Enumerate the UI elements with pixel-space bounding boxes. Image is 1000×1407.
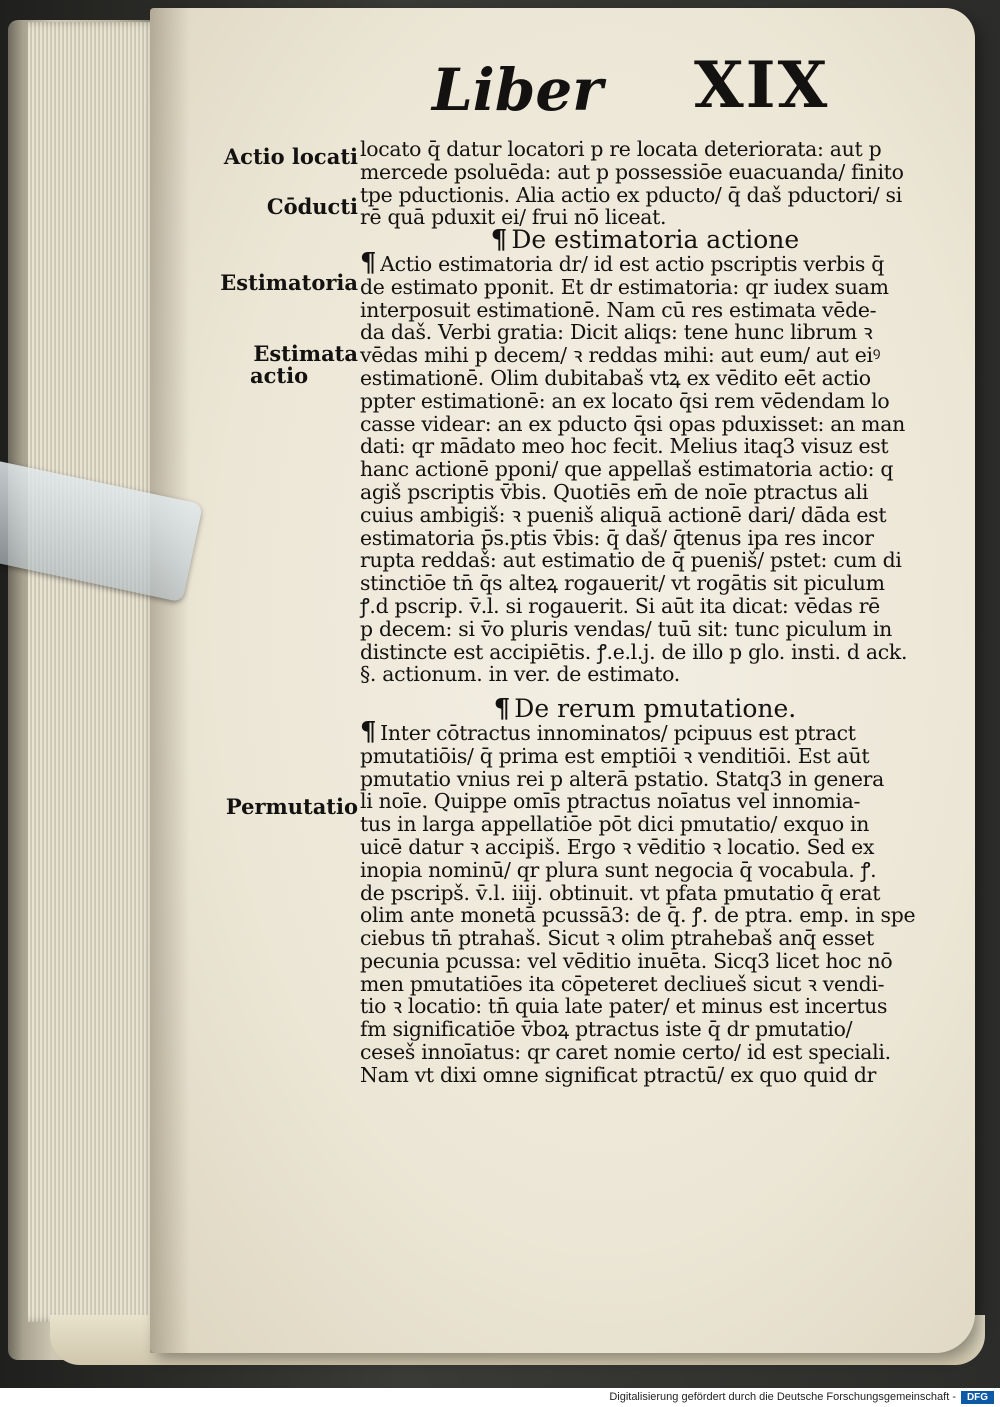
text-line: Nam vt dixi omne significat ptractū/ ex quo quid dr [360, 1062, 877, 1087]
text-line-content: Actio estimatoria dr/ id est actio pscriptis verbis q̄ [380, 251, 885, 276]
margin-note: Permutatio [225, 794, 358, 819]
text-line: de pscripš. v̄.l. iiij. obtinuit. vt pfata pmutatio q̄ erat [360, 880, 881, 905]
text-line: tpe pductionis. Alia actio ex pducto/ q̄ daš pductori/ si [360, 182, 902, 207]
dfg-logo: DFG [961, 1391, 994, 1404]
text-line: estimationē. Olim dubitabaš vtꝝ ex vēdito eēt actio [360, 365, 871, 390]
section-heading-text: De estimatoria actione [511, 225, 800, 255]
text-line [360, 716, 918, 747]
text-line: fm significatiōe v̄boꝝ ptractus iste q̄ dr pmutatio/ [360, 1017, 853, 1042]
funding-credit: Digitalisierung gefördert durch die Deutsche Forschungsgemeinschaft - [609, 1391, 956, 1403]
text-line: mercede psoluēda: aut p possessiōe euacuanda/ finito [360, 159, 904, 184]
text-line: distincte est accipiētis. ꝭ.e.l.j. de illo p glo. insti. d ack. [360, 639, 908, 664]
text-line: p decem: si v̄o pluris vendas/ tuū sit: tunc piculum in [360, 616, 892, 641]
text-line: tio ꝛ locatio: tn̄ quia late pater/ et minus est incertus [360, 994, 888, 1019]
text-line: interposuit estimationē. Nam cū res estimata vēde- [360, 297, 877, 322]
text-line [360, 247, 918, 278]
text-line: agiš pscriptis v̄bis. Quotiēs em̄ de noīe ptractus ali [360, 479, 869, 504]
pilcrow-icon: ¶ [493, 694, 511, 725]
section-heading [360, 225, 920, 256]
gutter-shadow [150, 8, 190, 1353]
margin-note: Estimatoria [220, 270, 358, 295]
section-heading [360, 694, 920, 725]
text-line: rupta reddaš: aut estimatio de q̄ pueniš/ pstet: cum di [360, 548, 902, 573]
text-line: li noīe. Quippe omīs ptractus noīatus vel innomia- [360, 789, 861, 814]
margin-note: actio [250, 363, 309, 388]
text-line: vēdas mihi p decem/ ꝛ reddas mihi: aut eum/ aut eiꝰ [360, 343, 881, 368]
digitization-footer [0, 1388, 1000, 1407]
text-line-content: Inter cōtractus innominatos/ pcipuus est ptract [380, 720, 856, 745]
text-line: de estimato pponit. Et dr estimatoria: qr iudex suam [360, 274, 889, 299]
text-line: hanc actionē pponi/ que appellaš estimatoria actio: q [360, 457, 894, 482]
text-line: locato q̄ datur locatori p re locata deteriorata: aut p [360, 137, 882, 161]
pilcrow-icon: ¶ [360, 247, 377, 278]
text-line: dati: qr mādato meo hoc fecit. Melius itaq3 visuz est [360, 434, 889, 459]
margin-note: Cōducti [266, 194, 358, 219]
text-line: pecunia pcussa: vel vēditio inuēta. Sicq3 licet hoc nō [360, 948, 893, 973]
text-line: da daš. Verbi gratia: Dicit aliqs: tene hunc librum ꝛ [360, 320, 873, 345]
text-line: uicē datur ꝛ accipiš. Ergo ꝛ vēditio ꝛ locatio. Sed ex [360, 834, 875, 859]
text-line: ceseš innoīatus: qr caret nomie certo/ id est speciali. [360, 1040, 891, 1065]
text-line: olim ante monetā pcussā3: de q̄. ꝭ. de ptra. emp. in spe [360, 903, 916, 928]
section-heading-text: De rerum pmutatione. [514, 694, 797, 724]
main-text [360, 138, 920, 1087]
running-header [432, 48, 832, 128]
text-line: rē quā pduxit ei/ frui nō liceat. [360, 205, 667, 230]
text-line: ppter estimationē: an ex locato q̄si rem vēdendam lo [360, 388, 890, 413]
text-line: men pmutatiōes ita cōpeteret decliueš sicut ꝛ vendi- [360, 971, 885, 996]
pilcrow-icon: ¶ [360, 716, 377, 747]
margin-note: Estimata [253, 341, 358, 366]
text-line: casse videar: an ex pducto q̄si opas pduxisset: an man [360, 411, 905, 436]
text-line: cuius ambigiš: ꝛ pueniš aliquā actionē dari/ dāda est [360, 502, 887, 527]
page-edges [28, 22, 168, 1322]
text-line: pmutatiōis/ q̄ prima est emptiōi ꝛ venditiōi. Est aūt [360, 743, 870, 768]
header-book-number: XIX [694, 48, 830, 123]
text-line: estimatoria p̄s.ptis v̄bis: q̄ daš/ q̄tenus ipa res incor [360, 525, 874, 550]
pilcrow-icon: ¶ [490, 225, 508, 256]
text-line: inopia nominū/ qr plura sunt negocia q̄ vocabula. ꝭ. [360, 857, 877, 882]
text-line: ciebus tn̄ ptrahaš. Sicut ꝛ olim ptrahebaš anq̄ esset [360, 926, 874, 951]
text-line: tus in larga appellatiōe pōt dici pmutatio/ exquo in [360, 812, 870, 837]
text-line: pmutatio vnius rei p alterā pstatio. Statq3 in genera [360, 766, 885, 791]
text-line: ꝭ.d pscrip. v̄.l. si rogauerit. Si aūt ita dicat: vēdas rē [360, 593, 880, 618]
text-line: §. actionum. in ver. de estimato. [360, 662, 681, 687]
header-liber: Liber [432, 56, 603, 124]
text-line: stinctiōe tn̄ q̄s alteꝝ rogauerit/ vt rogātis sit piculum [360, 571, 885, 596]
margin-note: Actio locati [223, 144, 358, 169]
